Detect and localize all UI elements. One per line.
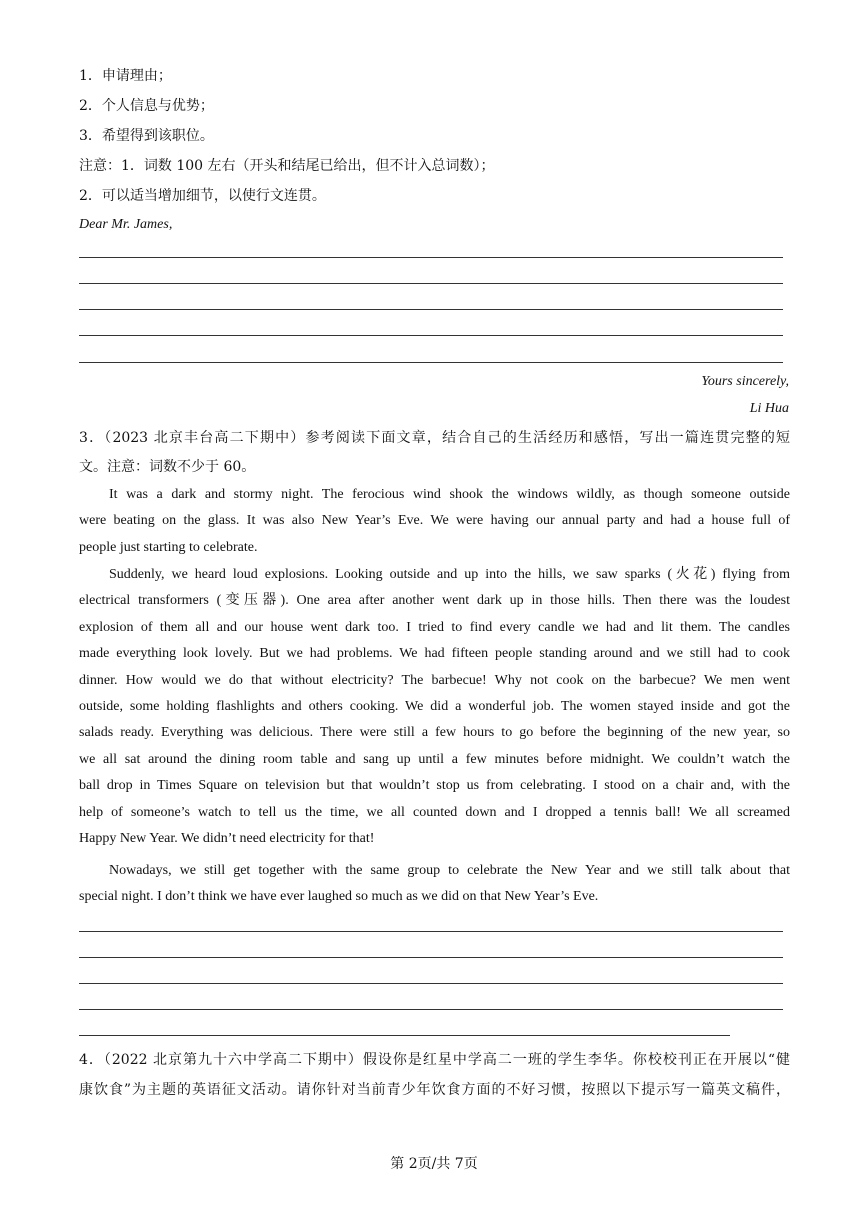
requirement-item-1: 1．申请理由； bbox=[79, 68, 172, 84]
article-line: were beating on the glass. It was also New Year’s Eve. We were having our annual party and had a house full of bbox=[79, 513, 790, 529]
article-line: ball drop in Times Square on television but that wouldn’t stop us from celebrating. I stood on a chair and, with the bbox=[79, 778, 790, 794]
question-4-line-1: 4．（2022 北京第九十六中学高二下期中）假设你是红星中学高二一班的学生李华。你校校刊正在开展以“健 bbox=[79, 1052, 790, 1068]
article-line: It was a dark and stormy night. The ferocious wind shook the windows wildly, as though someone outside bbox=[109, 487, 790, 502]
letter-signature: Li Hua bbox=[749, 401, 789, 416]
answer-line bbox=[79, 1009, 783, 1010]
requirement-item-2: 2．个人信息与优势； bbox=[79, 98, 214, 114]
note-line-1: 注意：1．词数 100 左右（开头和结尾已给出，但不计入总词数）； bbox=[79, 158, 495, 174]
article-paragraph-2 bbox=[79, 562, 790, 852]
article-line: dinner. How would we do that without electricity? The barbecue! Why not cook on the barbecue? We men went bbox=[79, 672, 790, 688]
article-line: explosion of them all and our house went dark too. I tried to find every candle we had and lit them. The candles bbox=[79, 619, 790, 635]
page-number: 第 2页/共 7页 bbox=[390, 1156, 478, 1172]
question-4-line-2: 康饮食”为主题的英语征文活动。请你针对当前青少年饮食方面的不好习惯，按照以下提示写一篇英文稿件， bbox=[79, 1082, 790, 1098]
answer-line bbox=[79, 957, 783, 958]
article-line: electrical transformers (变压器). One area after another went dark up in those hills. Then there was the loudest bbox=[79, 593, 790, 609]
answer-line bbox=[79, 1035, 730, 1036]
answer-line bbox=[79, 283, 783, 284]
answer-line bbox=[79, 335, 783, 336]
requirement-item-3: 3．希望得到该职位。 bbox=[79, 128, 214, 144]
answer-line bbox=[79, 257, 783, 258]
article-line: Nowadays, we still get together with the same group to celebrate the New Year and we still talk about that bbox=[109, 863, 790, 878]
article-line: Happy New Year. We didn’t need electricity for that! bbox=[79, 830, 375, 846]
question-3-line-1: 3．（2023 北京丰台高二下期中）参考阅读下面文章，结合自己的生活经历和感悟，写出一篇连贯完整的短 bbox=[79, 430, 790, 446]
answer-line bbox=[79, 983, 783, 984]
answer-line bbox=[79, 362, 783, 363]
question-3-line-2: 文。注意：词数不少于 60。 bbox=[79, 459, 256, 475]
article-line: special night. I don’t think we have ever laughed so much as we did on that New Year’s Eve. bbox=[79, 889, 599, 905]
article-line: Suddenly, we heard loud explosions. Looking outside and up into the hills, we saw sparks (火花) flying from bbox=[109, 567, 790, 582]
letter-greeting: Dear Mr. James, bbox=[79, 217, 173, 232]
article-line: we all sat around the dining room table and sang up until a few minutes before midnight. We couldn’t watch the bbox=[79, 751, 790, 767]
article-paragraph-1 bbox=[79, 482, 790, 561]
article-line: people just starting to celebrate. bbox=[79, 539, 258, 555]
answer-line bbox=[79, 309, 783, 310]
article-paragraph-3 bbox=[79, 858, 790, 911]
answer-line bbox=[79, 931, 783, 932]
letter-closing: Yours sincerely, bbox=[701, 374, 789, 389]
article-line: salads ready. Everything was delicious. There were still a few hours to go before the beginning of the new year, so bbox=[79, 725, 790, 741]
note-line-2: 2．可以适当增加细节，以使行文连贯。 bbox=[79, 188, 326, 204]
article-line: made everything look lovely. But we had problems. We had fifteen people standing around and we still had to cook bbox=[79, 646, 790, 662]
article-line: outside, some holding flashlights and others cooking. We did a wonderful job. The women stayed inside and got the bbox=[79, 698, 790, 714]
article-line: help of someone’s watch to tell us the time, we all counted down and I dropped a tennis ball! We all screamed bbox=[79, 804, 790, 820]
